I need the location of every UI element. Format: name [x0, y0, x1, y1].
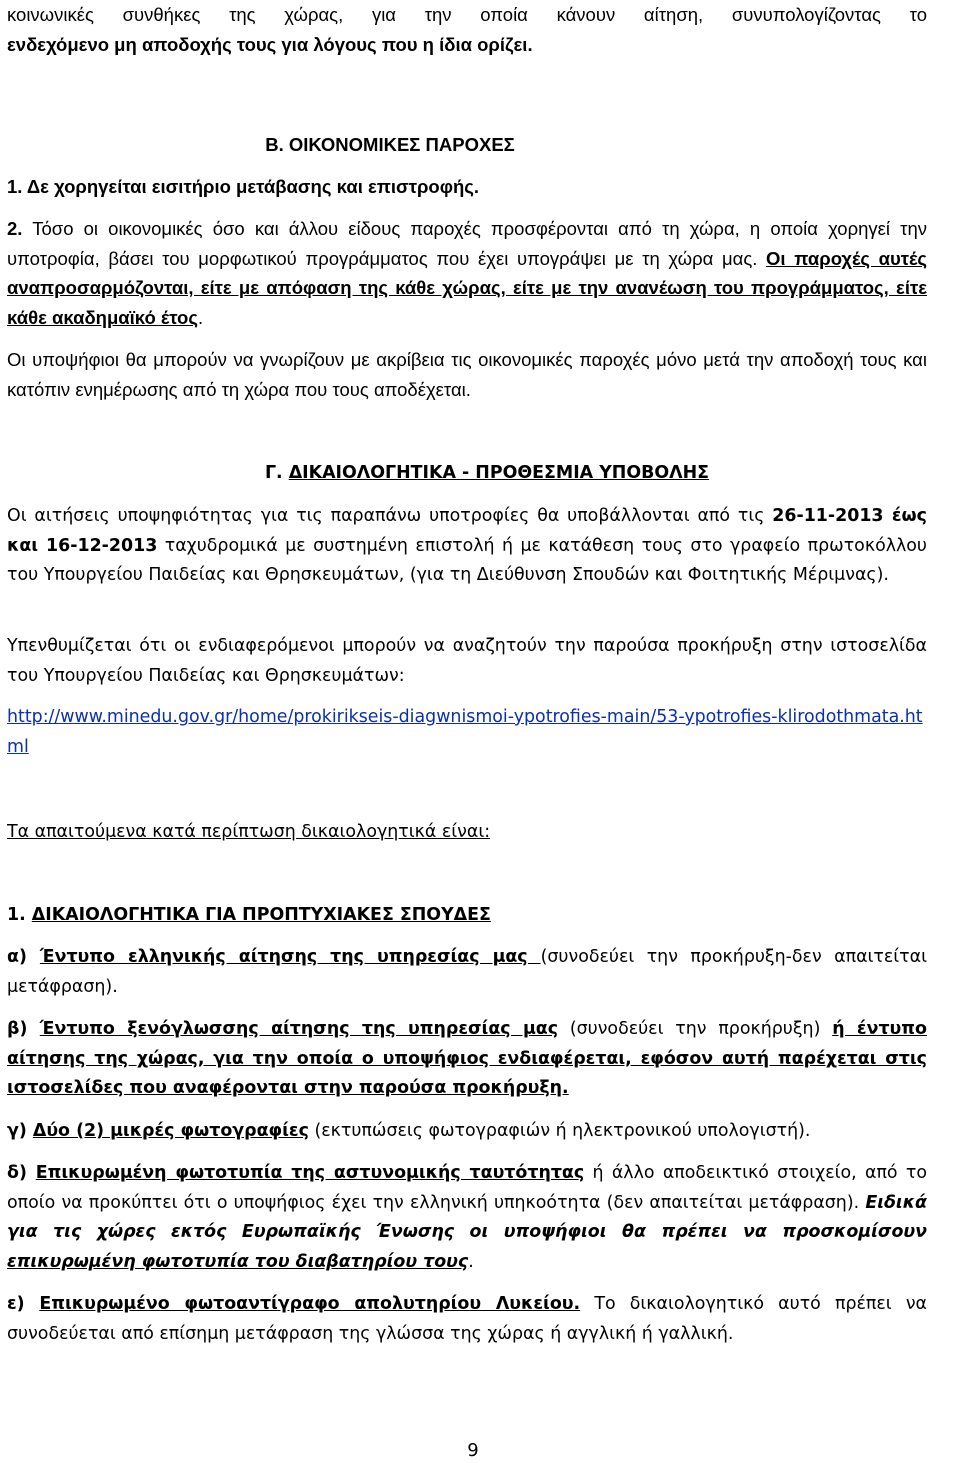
section-b-item-2	[7, 214, 927, 332]
doc-item-e	[7, 1290, 927, 1349]
doc-e-text: Το δικαιολογητικό αυτό πρέπει να συνοδεύεται από επίσημη μετάφραση της γλώσσα της χώρας ή αγγλική ή γαλλική.	[7, 1294, 928, 1344]
doc-c-label: γ)	[7, 1121, 33, 1141]
doc-item-c	[7, 1117, 927, 1147]
deadline-paragraph	[7, 502, 927, 591]
doc-item-a	[7, 943, 927, 1002]
doc-d-end: .	[468, 1251, 474, 1272]
section-b-heading: Β. ΟΙΚΟΝΟΜΙΚΕΣ ΠΑΡΟΧΕΣ	[265, 134, 515, 155]
doc-b-label: β)	[7, 1019, 40, 1039]
section-c-prefix: Γ.	[264, 463, 289, 483]
item-2-emphasis: Οι παροχές αυτές αναπροσαρμόζονται, είτε με απόφαση της κάθε χώρας, είτε με την ανανέωση του προγράμματος, είτε κάθε ακαδημαϊκό έτος	[7, 247, 927, 328]
deadline-text-a: Οι αιτήσεις υποψηφιότητας για τις παραπάνω υποτροφίες θα υποβάλλονται από τις	[7, 506, 773, 526]
doc-e-title: Επικυρωμένο φωτοαντίγραφο απολυτηρίου Λυκείου.	[39, 1294, 581, 1314]
page-number: 9	[467, 1440, 479, 1461]
intro-paragraph	[7, 0, 927, 59]
docs-heading-title: ΔΙΚΑΙΟΛΟΓΗΤΙΚΑ ΓΙΑ ΠΡΟΠΤΥΧΙΑΚΕΣ ΣΠΟΥΔΕΣ	[31, 905, 491, 925]
doc-d-text: ή άλλο αποδεικτικό στοιχείο, από το οποίο να προκύπτει ότι ο υποψήφιος έχει την ελληνική υπηκοότητα (δεν απαιτείται μετάφραση).	[7, 1163, 927, 1213]
section-b-item-1: 1. Δε χορηγείται εισιτήριο μετάβασης και επιστροφής.	[7, 176, 480, 197]
doc-d-italic-underlined: επικυρωμένη φωτοτυπία του διαβατηρίου τους	[7, 1251, 469, 1272]
section-b-paragraph: Οι υποψήφιοι θα μπορούν να γνωρίζουν με ακρίβεια τις οικονομικές παροχές μόνο μετά την αποδοχή τους και κατόπιν ενημέρωσης από τη χώρα που τους αποδέχεται.	[7, 349, 927, 400]
docs-heading	[7, 901, 927, 930]
docs-heading-number: 1.	[7, 905, 32, 925]
doc-b-title: Έντυπο ξενόγλωσσης αίτησης της υπηρεσίας μας	[39, 1019, 559, 1039]
reminder-paragraph: Υπενθυμίζεται ότι οι ενδιαφερόμενοι μπορούν να αναζητούν την παρούσα προκήρυξη στην ιστοσελίδα του Υπουργείου Παιδείας και Θρησκευμάτων:	[7, 636, 927, 686]
doc-item-d	[7, 1159, 927, 1277]
ministry-link-paragraph	[7, 703, 927, 762]
doc-a-text: (συνοδεύει την προκήρυξη-δεν απαιτείται μετάφραση).	[7, 947, 927, 997]
doc-a-title: Έντυπο ελληνικής αίτησης της υπηρεσίας μας	[39, 947, 541, 967]
doc-d-title: Επικυρωμένη φωτοτυπία της αστυνομικής ταυτότητας	[35, 1163, 585, 1183]
doc-d-label: δ)	[7, 1163, 36, 1183]
doc-b-emphasis: ή έντυπο αίτησης της χώρας, για την οποία ο υποψήφιος ενδιαφέρεται, εφόσον αυτή παρέχεται στις ιστοσελίδες που αναφέρονται στην παρούσα προκήρυξη.	[7, 1019, 927, 1098]
doc-b-text: (συνοδεύει την προκήρυξη)	[558, 1019, 833, 1039]
intro-line-1: κοινωνικές συνθήκες της χώρας, για την οποία κάνουν αίτηση, συνυπολογίζοντας το	[7, 4, 927, 25]
doc-c-text: (εκτυπώσεις φωτογραφιών ή ηλεκτρονικού υπολογιστή).	[308, 1121, 811, 1141]
doc-c-title: Δύο (2) μικρές φωτογραφίες	[32, 1121, 309, 1141]
section-c-title: ΔΙΚΑΙΟΛΟΓΗΤΙΚΑ - ΠΡΟΘΕΣΜΙΑ ΥΠΟΒΟΛΗΣ	[288, 463, 710, 483]
required-docs-intro: Τα απαιτούμενα κατά περίπτωση δικαιολογητικά είναι:	[7, 822, 491, 842]
item-2-text: Τόσο οι οικονομικές όσο και άλλου είδους παροχές προσφέρονται από τη χώρα, η οποία χορηγεί την υποτροφία, βάσει του μορφωτικού προγράμματος που έχει υπογράψει με τη χώρα μας.	[7, 218, 927, 269]
doc-item-b	[7, 1015, 927, 1104]
item-2-end: .	[197, 306, 204, 328]
doc-d-italic: Ειδικά για τις χώρες εκτός Ευρωπαϊκής Ένωσης οι υποψήφιοι θα πρέπει να προσκομίσουν	[7, 1192, 927, 1242]
doc-e-label: ε)	[7, 1294, 40, 1314]
ministry-link[interactable]: http://www.minedu.gov.gr/home/prokirikseis-diagwnismoi-ypotrofies-main/53-ypotrofies-klirodothmata.html	[7, 707, 923, 757]
doc-a-label: α)	[7, 947, 40, 967]
section-c-heading	[37, 459, 937, 488]
deadline-text-b: ταχυδρομικά με συστημένη επιστολή ή με κατάθεση τους στο γραφείο πρωτοκόλλου του Υπουργείου Παιδείας και Θρησκευμάτων, (για τη Διεύθυνση Σπουδών και Φοιτητικής Μέριμνας).	[7, 535, 927, 585]
intro-line-2: ενδεχόμενο μη αποδοχής τους για λόγους που η ίδια ορίζει.	[7, 33, 533, 55]
deadline-dates: 26-11-2013 έως και 16-12-2013	[7, 506, 927, 556]
item-2-number: 2.	[7, 218, 23, 239]
